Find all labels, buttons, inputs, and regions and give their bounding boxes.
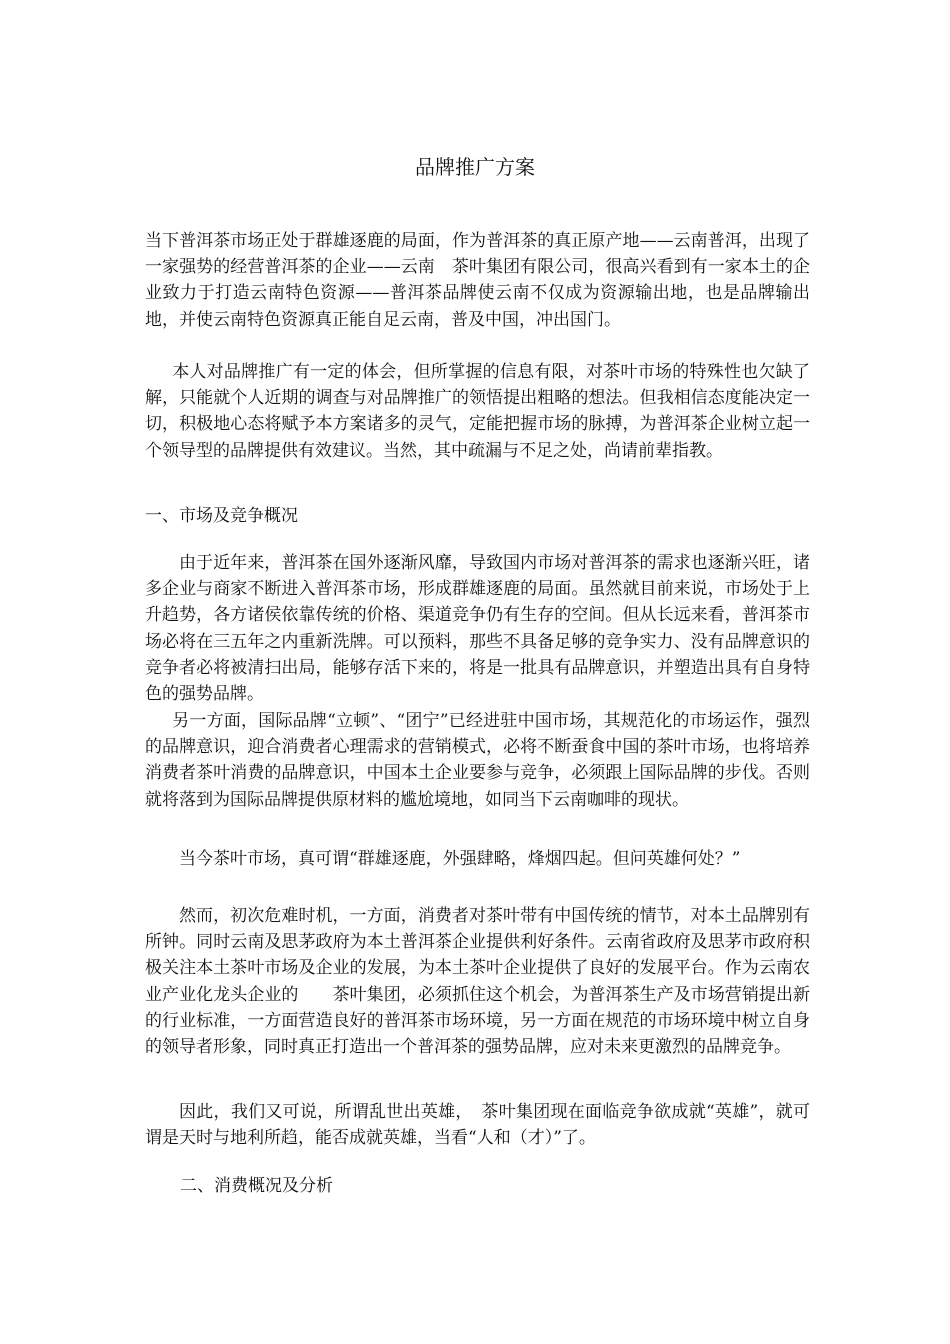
intro-paragraph-1: 当下普洱茶市场正处于群雄逐鹿的局面，作为普洱茶的真正原产地——云南普洱，出现了一家强势的经营普洱茶的企业——云南 茶叶集团有限公司，很高兴看到有一家本土的企业致力于打造云南特色资源——普洱茶品牌使云南不仅成为资源输出地，也是品牌输出地，并使云南特色资源真正能自足云南，普及中国，冲出国门。 [145,231,810,330]
section-1-paragraph-2: 另一方面，国际品牌“立顿”、“团宁”已经进驻中国市场，其规范化的市场运作，强烈的品牌意识，迎合消费者心理需求的营销模式，必将不断蚕食中国的茶叶市场，也将培养消费者茶叶消费的品牌意识，中国本土企业要参与竞争，必须跟上国际品牌的步伐。否则就将落到为国际品牌提供原材料的尴尬境地，如同当下云南咖啡的现状。 [145,711,810,810]
section-1-heading: 一、市场及竞争概况 [145,506,298,526]
section-1-paragraph-3: 当今茶叶市场，真可谓“群雄逐鹿，外强肆略，烽烟四起。但问英雄何处？” [179,849,741,869]
intro-paragraph-2: 本人对品牌推广有一定的体会，但所掌握的信息有限，对茶叶市场的特殊性也欠缺了解，只能就个人近期的调查与对品牌推广的领悟提出粗略的想法。但我相信态度能决定一切，积极地心态将赋予本方案诸多的灵气，定能把握市场的脉搏，为普洱茶企业树立起一个领导型的品牌提供有效建议。当然，其中疏漏与不足之处，尚请前辈指教。 [145,362,810,461]
document-title: 品牌推广方案 [415,155,535,179]
section-2-heading: 二、消费概况及分析 [180,1176,333,1196]
section-1-paragraph-1: 由于近年来，普洱茶在国外逐渐风靡，导致国内市场对普洱茶的需求也逐渐兴旺，诸多企业与商家不断进入普洱茶市场，形成群雄逐鹿的局面。虽然就目前来说，市场处于上升趋势，各方诸侯依靠传统的价格、渠道竞争仍有生存的空间。但从长远来看，普洱茶市场必将在三五年之内重新洗牌。可以预料，那些不具备足够的竞争实力、没有品牌意识的竞争者必将被清扫出局，能够存活下来的，将是一批具有品牌意识，并塑造出具有自身特色的强势品牌。 [145,553,810,705]
section-1-paragraph-5: 因此，我们又可说，所谓乱世出英雄， 茶叶集团现在面临竞争欲成就“英雄”，就可谓是天时与地利所趋，能否成就英雄，当看“人和（才）”了。 [145,1102,810,1149]
section-1-paragraph-4: 然而，初次危难时机，一方面，消费者对茶叶带有中国传统的情节，对本土品牌别有所钟。同时云南及思茅政府为本土普洱茶企业提供利好条件。云南省政府及思茅市政府积极关注本土茶叶市场及企业的发展，为本土茶叶企业提供了良好的发展平台。作为云南农业产业化龙头企业的 茶叶集团，必须抓住这个机会，为普洱茶生产及市场营销提出新的行业标准，一方面营造良好的普洱茶市场环境，另一方面在规范的市场环境中树立自身的领导者形象，同时真正打造出一个普洱茶的强势品牌，应对未来更激烈的品牌竞争。 [145,906,810,1058]
